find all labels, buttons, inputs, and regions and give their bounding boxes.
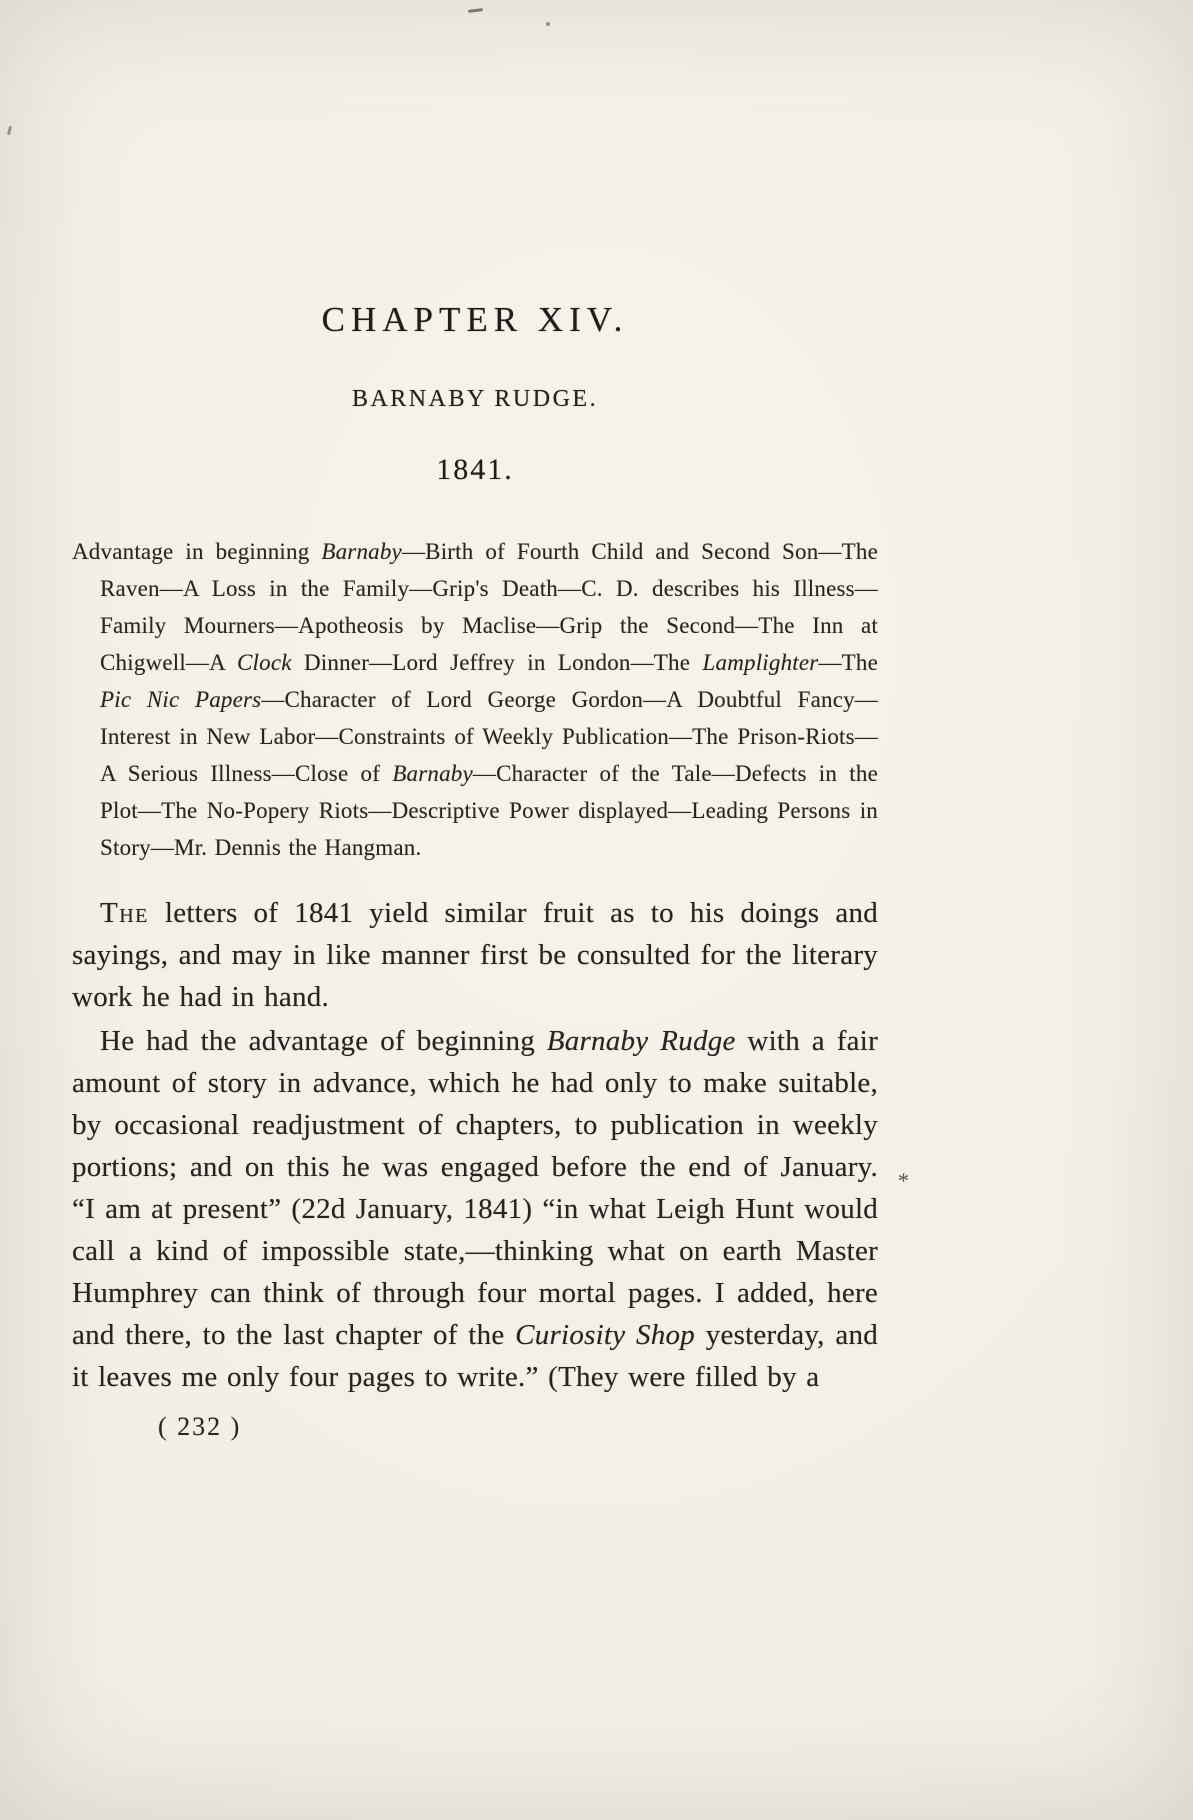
book-title-heading: BARNABY RUDGE. [351, 386, 599, 412]
synopsis-italic: Barnaby [321, 539, 402, 564]
paragraph [72, 1020, 878, 1398]
paragraph-text: letters of 1841 yield similar fruit as to his doings and sayings, and may in like manner first be consulted for the literary work he had in hand. [72, 897, 878, 1013]
paragraph-text: with a fair amount of story in advance, which he had only to make suitable, by occasional readjustment of chapters, to publication in weekly portions; and on this he was engaged before the end of January. “I am at present” (22d January, 1841) “in what Leigh Hunt would call a kind of impossible state,—thinking what on earth Master Humphrey can think of through four mortal pages. I added, here and there, to the last chapter of the [72, 1025, 878, 1351]
synopsis-text: —Character of the Tale—Defects in the Plot—The No-Popery Riots—Descriptive Power displayed—Leading Persons in Story—Mr. Dennis the Hangman. [100, 761, 878, 860]
synopsis-text: —Character of Lord George Gordon—A Doubtful Fancy—Interest in New Labor—Constraints of Weekly Publication—The Prison-Riots—A Serious Illness—Close of [100, 687, 878, 786]
paragraph-text: yesterday, and it leaves me only four pages to write.” (They were filled by a [72, 1319, 878, 1393]
paragraph-italic: Barnaby Rudge [546, 1025, 736, 1057]
chapter-heading: CHAPTER XIV. [321, 300, 629, 339]
paragraph-italic: Curiosity Shop [515, 1319, 696, 1351]
paragraph [72, 892, 878, 1018]
chapter-synopsis [72, 533, 878, 866]
synopsis-text: —Birth of Fourth Child and Second Son—The Raven—A Loss in the Family—Grip's Death—C. D. describes his Illness—Family Mourners—Apotheosis by Maclise—Grip the Second—The Inn at Chigwell—A [100, 539, 878, 675]
scan-artifact-tick [7, 126, 12, 135]
synopsis-italic: Clock [237, 650, 292, 675]
chapter-year: 1841. [436, 453, 514, 486]
synopsis-text: Dinner—Lord Jeffrey in London—The [291, 650, 703, 675]
synopsis-text: Advantage in beginning [72, 539, 322, 564]
synopsis-italic: Barnaby [392, 761, 473, 786]
footnote-asterisk: * [898, 1168, 909, 1193]
synopsis-text: —The [818, 650, 878, 675]
paragraph-text: He had the advantage of beginning [100, 1025, 547, 1057]
synopsis-italic: Pic Nic Papers [100, 687, 262, 712]
page-content [72, 0, 878, 1442]
page-number: ( 232 ) [158, 1412, 242, 1441]
synopsis-italic: Lamplighter [702, 650, 819, 675]
paragraph-lead-smallcaps: The [100, 897, 149, 929]
